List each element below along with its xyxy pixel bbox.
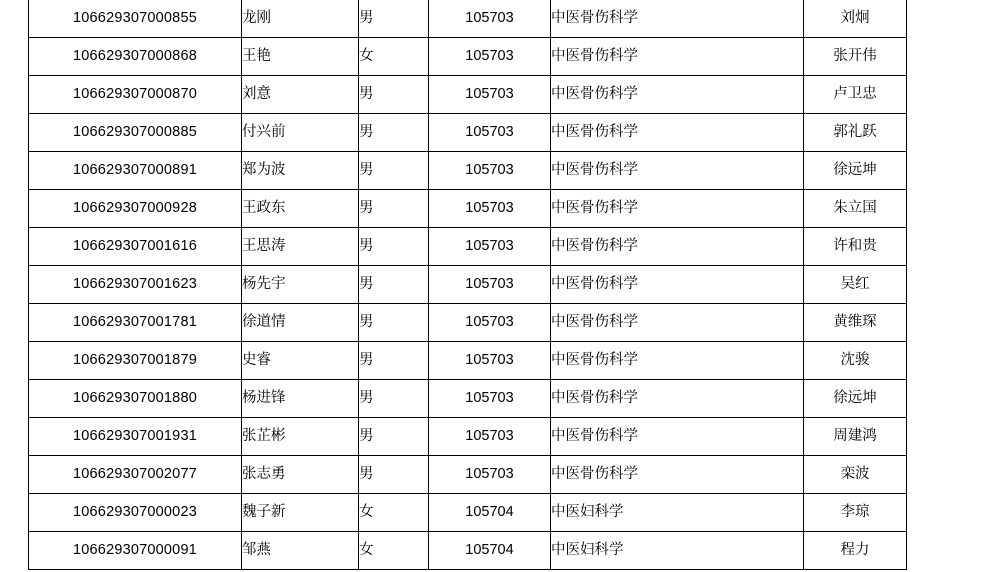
cell-tutor: 吴红 <box>804 266 907 304</box>
table-row <box>29 456 907 494</box>
cell-name: 史睿 <box>242 342 359 380</box>
cell-candidate-id: 106629307001880 <box>29 380 242 418</box>
table-row <box>29 114 907 152</box>
cell-sex: 女 <box>359 38 429 76</box>
cell-tutor: 朱立国 <box>804 190 907 228</box>
table-row <box>29 418 907 456</box>
cell-major-code: 105703 <box>429 76 551 114</box>
cell-sex: 男 <box>359 380 429 418</box>
cell-candidate-id: 106629307001879 <box>29 342 242 380</box>
cell-name: 徐道情 <box>242 304 359 342</box>
cell-tutor: 许和贵 <box>804 228 907 266</box>
cell-candidate-id: 106629307000023 <box>29 494 242 532</box>
cell-major-code: 105703 <box>429 266 551 304</box>
cell-major-name: 中医妇科学 <box>551 494 804 532</box>
cell-major-name: 中医骨伤科学 <box>551 418 804 456</box>
cell-major-name: 中医骨伤科学 <box>551 38 804 76</box>
cell-major-name: 中医骨伤科学 <box>551 190 804 228</box>
cell-tutor: 李琼 <box>804 494 907 532</box>
cell-name: 张芷彬 <box>242 418 359 456</box>
cell-major-name: 中医骨伤科学 <box>551 0 804 38</box>
table-row <box>29 0 907 38</box>
cell-candidate-id: 106629307001931 <box>29 418 242 456</box>
cell-sex: 男 <box>359 228 429 266</box>
cell-major-code: 105703 <box>429 0 551 38</box>
roster-body <box>29 0 907 570</box>
cell-name: 付兴前 <box>242 114 359 152</box>
cell-tutor: 张开伟 <box>804 38 907 76</box>
cell-major-code: 105703 <box>429 380 551 418</box>
cell-sex: 男 <box>359 0 429 38</box>
cell-tutor: 栾波 <box>804 456 907 494</box>
cell-tutor: 卢卫忠 <box>804 76 907 114</box>
cell-sex: 女 <box>359 532 429 570</box>
cell-name: 杨先宇 <box>242 266 359 304</box>
cell-major-code: 105703 <box>429 152 551 190</box>
cell-name: 龙刚 <box>242 0 359 38</box>
cell-major-name: 中医骨伤科学 <box>551 152 804 190</box>
cell-candidate-id: 106629307000868 <box>29 38 242 76</box>
table-row <box>29 38 907 76</box>
cell-tutor: 黄维琛 <box>804 304 907 342</box>
table-row <box>29 494 907 532</box>
cell-sex: 男 <box>359 418 429 456</box>
cell-candidate-id: 106629307000891 <box>29 152 242 190</box>
cell-major-name: 中医骨伤科学 <box>551 456 804 494</box>
cell-sex: 男 <box>359 456 429 494</box>
cell-sex: 女 <box>359 494 429 532</box>
cell-name: 张志勇 <box>242 456 359 494</box>
cell-major-code: 105704 <box>429 494 551 532</box>
cell-tutor: 程力 <box>804 532 907 570</box>
cell-tutor: 周建鸿 <box>804 418 907 456</box>
cell-major-code: 105703 <box>429 304 551 342</box>
table-row <box>29 152 907 190</box>
cell-name: 邹燕 <box>242 532 359 570</box>
cell-candidate-id: 106629307002077 <box>29 456 242 494</box>
cell-name: 刘意 <box>242 76 359 114</box>
cell-tutor: 沈骏 <box>804 342 907 380</box>
cell-tutor: 徐远坤 <box>804 152 907 190</box>
cell-tutor: 郭礼跃 <box>804 114 907 152</box>
table-row <box>29 76 907 114</box>
table-row <box>29 532 907 570</box>
cell-candidate-id: 106629307000885 <box>29 114 242 152</box>
cell-major-name: 中医骨伤科学 <box>551 266 804 304</box>
cell-name: 王政东 <box>242 190 359 228</box>
cell-major-code: 105703 <box>429 38 551 76</box>
cell-name: 魏子新 <box>242 494 359 532</box>
cell-major-name: 中医骨伤科学 <box>551 304 804 342</box>
table-row <box>29 304 907 342</box>
cell-candidate-id: 106629307000928 <box>29 190 242 228</box>
cell-major-name: 中医骨伤科学 <box>551 342 804 380</box>
cell-tutor: 刘炯 <box>804 0 907 38</box>
table-row <box>29 266 907 304</box>
cell-candidate-id: 106629307001781 <box>29 304 242 342</box>
table-row <box>29 342 907 380</box>
cell-sex: 男 <box>359 304 429 342</box>
cell-candidate-id: 106629307001623 <box>29 266 242 304</box>
cell-candidate-id: 106629307000091 <box>29 532 242 570</box>
cell-sex: 男 <box>359 266 429 304</box>
cell-major-name: 中医妇科学 <box>551 532 804 570</box>
cell-candidate-id: 106629307000870 <box>29 76 242 114</box>
table-row <box>29 228 907 266</box>
table-row <box>29 380 907 418</box>
cell-name: 王思涛 <box>242 228 359 266</box>
cell-major-code: 105704 <box>429 532 551 570</box>
cell-sex: 男 <box>359 152 429 190</box>
cell-major-code: 105703 <box>429 190 551 228</box>
candidate-roster-table <box>28 0 907 570</box>
cell-major-code: 105703 <box>429 114 551 152</box>
cell-major-name: 中医骨伤科学 <box>551 114 804 152</box>
cell-sex: 男 <box>359 114 429 152</box>
cell-name: 杨进锋 <box>242 380 359 418</box>
cell-major-code: 105703 <box>429 456 551 494</box>
cell-major-name: 中医骨伤科学 <box>551 76 804 114</box>
cell-tutor: 徐远坤 <box>804 380 907 418</box>
cell-candidate-id: 106629307001616 <box>29 228 242 266</box>
cell-sex: 男 <box>359 342 429 380</box>
cell-major-name: 中医骨伤科学 <box>551 228 804 266</box>
table-row <box>29 190 907 228</box>
cell-major-code: 105703 <box>429 418 551 456</box>
cell-sex: 男 <box>359 76 429 114</box>
cell-major-name: 中医骨伤科学 <box>551 380 804 418</box>
cell-name: 郑为波 <box>242 152 359 190</box>
cell-name: 王艳 <box>242 38 359 76</box>
cell-major-code: 105703 <box>429 228 551 266</box>
cell-sex: 男 <box>359 190 429 228</box>
cell-candidate-id: 106629307000855 <box>29 0 242 38</box>
cell-major-code: 105703 <box>429 342 551 380</box>
